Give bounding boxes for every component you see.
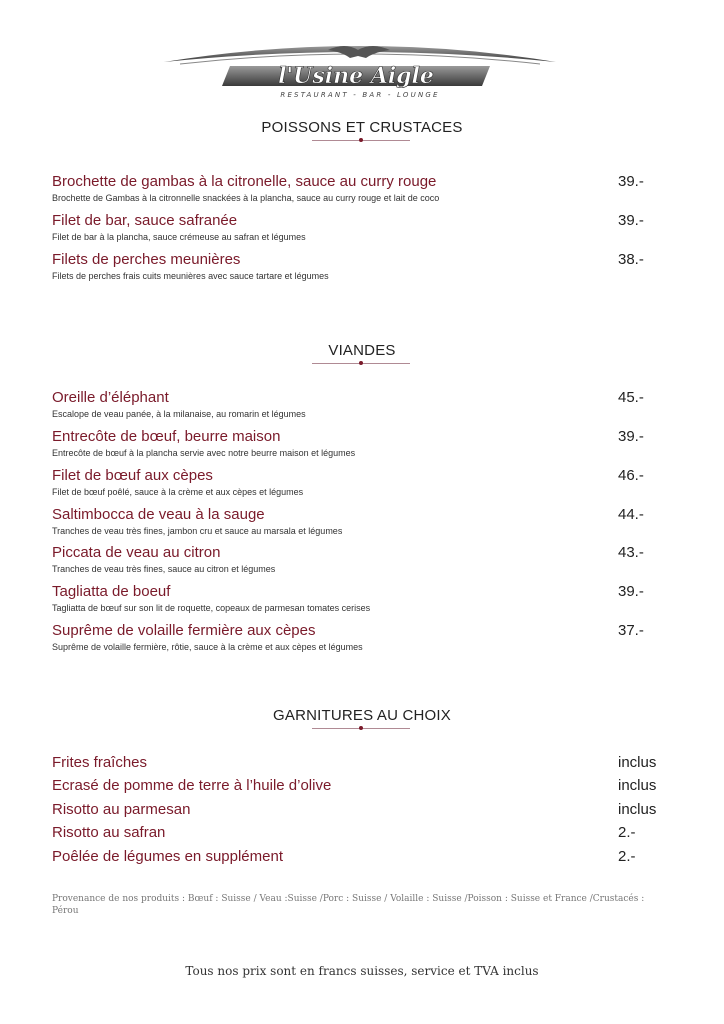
provenance-note: Provenance de nos produits : Bœuf : Suisse / Veau :Suisse /Porc : Suisse / Volaille : Suisse /Poisson : Suisse et France /Crustacés : Pérou: [52, 894, 645, 916]
logo-wordmark: l'Usine Aigle: [278, 63, 434, 89]
side-price: inclus: [618, 777, 657, 794]
menu-item: [52, 544, 672, 575]
side-price: inclus: [618, 754, 657, 771]
dish-price: 37.-: [618, 622, 644, 639]
dish-name: Filet de bar, sauce safranée: [52, 212, 238, 229]
dish-price: 39.-: [618, 583, 644, 600]
menu-item: [52, 173, 672, 204]
dish-price: 38.-: [618, 251, 644, 268]
section-title-poissons: POISSONS ET CRUSTACES: [261, 119, 463, 136]
side-dish: Poêlée de légumes en supplément: [52, 848, 283, 865]
section-divider: [312, 137, 410, 143]
dish-name: Tagliatta de boeuf: [52, 583, 171, 600]
dish-price: 39.-: [618, 173, 644, 190]
dish-name: Oreille d’éléphant: [52, 389, 169, 406]
section-divider: [312, 360, 410, 366]
menu-item: [52, 428, 672, 459]
dish-description: Tagliatta de bœuf sur son lit de roquette, copeaux de parmesan tomates cerises: [52, 603, 371, 613]
restaurant-logo: [160, 40, 560, 102]
menu-item: [52, 389, 672, 420]
price-footer-note: Tous nos prix sont en francs suisses, service et TVA inclus: [185, 964, 539, 978]
dish-description: Suprême de volaille fermière, rôtie, sauce à la crème et aux cèpes et légumes: [52, 642, 363, 652]
dish-description: Brochette de Gambas à la citronnelle snackées à la plancha, sauce au curry rouge et lait de coco: [52, 193, 440, 203]
side-dish: Risotto au parmesan: [52, 801, 191, 818]
side-price: inclus: [618, 801, 657, 818]
dish-name: Entrecôte de bœuf, beurre maison: [52, 428, 281, 445]
dish-name: Filets de perches meunières: [52, 251, 241, 268]
dish-price: 45.-: [618, 389, 644, 406]
logo-tagline: RESTAURANT - BAR - LOUNGE: [280, 91, 440, 99]
dish-name: Suprême de volaille fermière aux cèpes: [52, 622, 316, 639]
dish-name: Brochette de gambas à la citronelle, sauce au curry rouge: [52, 173, 437, 190]
dish-name: Piccata de veau au citron: [52, 544, 221, 561]
side-price: 2.-: [618, 848, 636, 865]
dish-description: Tranches de veau très fines, jambon cru et sauce au marsala et légumes: [52, 526, 343, 536]
menu-item: [52, 583, 672, 614]
dish-description: Filets de perches frais cuits meunières avec sauce tartare et légumes: [52, 271, 329, 281]
menu-item: [52, 251, 672, 282]
dish-price: 39.-: [618, 428, 644, 445]
dish-name: Saltimbocca de veau à la sauge: [52, 506, 265, 523]
dish-description: Escalope de veau panée, à la milanaise, au romarin et légumes: [52, 409, 306, 419]
dish-price: 44.-: [618, 506, 644, 523]
side-dish: Ecrasé de pomme de terre à l’huile d’olive: [52, 777, 332, 794]
dish-description: Tranches de veau très fines, sauce au citron et légumes: [52, 564, 276, 574]
section-title-viandes: VIANDES: [328, 342, 396, 359]
dish-description: Filet de bœuf poêlé, sauce à la crème et aux cèpes et légumes: [52, 487, 304, 497]
side-price: 2.-: [618, 824, 636, 841]
menu-item: [52, 622, 672, 653]
menu-item: [52, 212, 672, 243]
side-dish: Risotto au safran: [52, 824, 166, 841]
menu-item: [52, 467, 672, 498]
dish-description: Filet de bar à la plancha, sauce crémeuse au safran et légumes: [52, 232, 306, 242]
dish-price: 43.-: [618, 544, 644, 561]
dish-price: 39.-: [618, 212, 644, 229]
side-dish: Frites fraîches: [52, 754, 148, 771]
menu-item: [52, 506, 672, 537]
dish-price: 46.-: [618, 467, 644, 484]
section-divider: [312, 725, 410, 731]
dish-name: Filet de bœuf aux cèpes: [52, 467, 213, 484]
section-title-garnitures: GARNITURES AU CHOIX: [273, 707, 451, 724]
dish-description: Entrecôte de bœuf à la plancha servie avec notre beurre maison et légumes: [52, 448, 356, 458]
